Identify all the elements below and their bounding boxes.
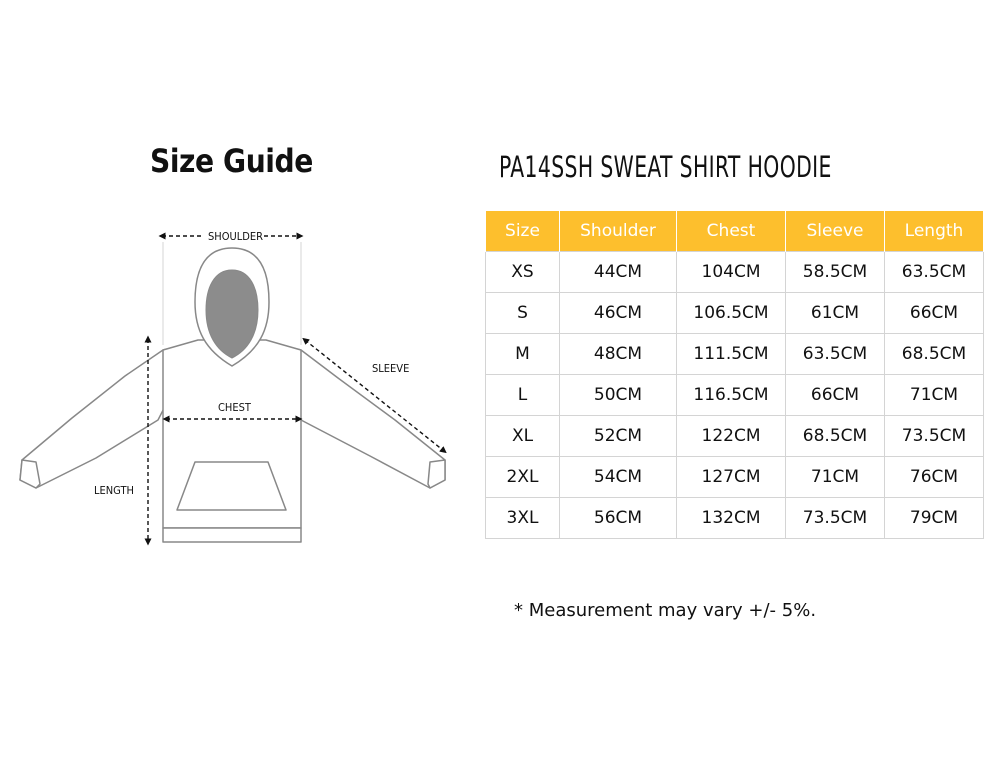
size-cell: S bbox=[486, 293, 560, 334]
size-cell: XS bbox=[486, 252, 560, 293]
length-cell: 63.5CM bbox=[885, 252, 984, 293]
column-header-chest: Chest bbox=[677, 211, 786, 252]
chest-cell: 116.5CM bbox=[677, 375, 786, 416]
sleeve-cell: 68.5CM bbox=[786, 416, 885, 457]
shoulder-label: SHOULDER bbox=[208, 230, 264, 243]
table-row bbox=[486, 416, 984, 457]
column-header-size: Size bbox=[486, 211, 560, 252]
size-cell: M bbox=[486, 334, 560, 375]
chest-cell: 132CM bbox=[677, 498, 786, 539]
table-row bbox=[486, 293, 984, 334]
table-row bbox=[486, 375, 984, 416]
column-header-sleeve: Sleeve bbox=[786, 211, 885, 252]
length-cell: 73.5CM bbox=[885, 416, 984, 457]
size-cell: 2XL bbox=[486, 457, 560, 498]
shoulder-cell: 50CM bbox=[560, 375, 677, 416]
shoulder-cell: 44CM bbox=[560, 252, 677, 293]
product-title: PA14SSH SWEAT SHIRT HOODIE bbox=[499, 150, 832, 184]
chest-cell: 127CM bbox=[677, 457, 786, 498]
shoulder-cell: 56CM bbox=[560, 498, 677, 539]
kangaroo-pocket bbox=[177, 462, 286, 510]
column-header-length: Length bbox=[885, 211, 984, 252]
waistband bbox=[163, 528, 301, 542]
length-cell: 66CM bbox=[885, 293, 984, 334]
shoulder-cell: 46CM bbox=[560, 293, 677, 334]
sleeve-cell: 73.5CM bbox=[786, 498, 885, 539]
sleeve-cell: 71CM bbox=[786, 457, 885, 498]
length-cell: 71CM bbox=[885, 375, 984, 416]
shoulder-cell: 52CM bbox=[560, 416, 677, 457]
chest-label: CHEST bbox=[218, 401, 251, 414]
length-cell: 76CM bbox=[885, 457, 984, 498]
shoulder-cell: 48CM bbox=[560, 334, 677, 375]
hoodie-measurement-diagram bbox=[0, 200, 480, 570]
table-row bbox=[486, 498, 984, 539]
right-cuff bbox=[428, 460, 445, 488]
column-header-shoulder: Shoulder bbox=[560, 211, 677, 252]
sleeve-cell: 63.5CM bbox=[786, 334, 885, 375]
size-cell: XL bbox=[486, 416, 560, 457]
length-cell: 68.5CM bbox=[885, 334, 984, 375]
size-chart-table bbox=[485, 211, 984, 539]
measurement-note: * Measurement may vary +/- 5%. bbox=[514, 600, 817, 621]
table-header-row bbox=[486, 211, 984, 252]
table-row bbox=[486, 334, 984, 375]
shoulder-cell: 54CM bbox=[560, 457, 677, 498]
table-row bbox=[486, 252, 984, 293]
size-cell: L bbox=[486, 375, 560, 416]
chest-cell: 106.5CM bbox=[677, 293, 786, 334]
sleeve-label: SLEEVE bbox=[372, 362, 410, 375]
size-cell: 3XL bbox=[486, 498, 560, 539]
size-guide-title: Size Guide bbox=[150, 142, 313, 180]
table-row bbox=[486, 457, 984, 498]
length-cell: 79CM bbox=[885, 498, 984, 539]
sleeve-cell: 66CM bbox=[786, 375, 885, 416]
left-cuff bbox=[20, 460, 40, 488]
sleeve-cell: 61CM bbox=[786, 293, 885, 334]
chest-cell: 111.5CM bbox=[677, 334, 786, 375]
sleeve-cell: 58.5CM bbox=[786, 252, 885, 293]
chest-cell: 104CM bbox=[677, 252, 786, 293]
chest-cell: 122CM bbox=[677, 416, 786, 457]
length-label: LENGTH bbox=[94, 484, 134, 497]
